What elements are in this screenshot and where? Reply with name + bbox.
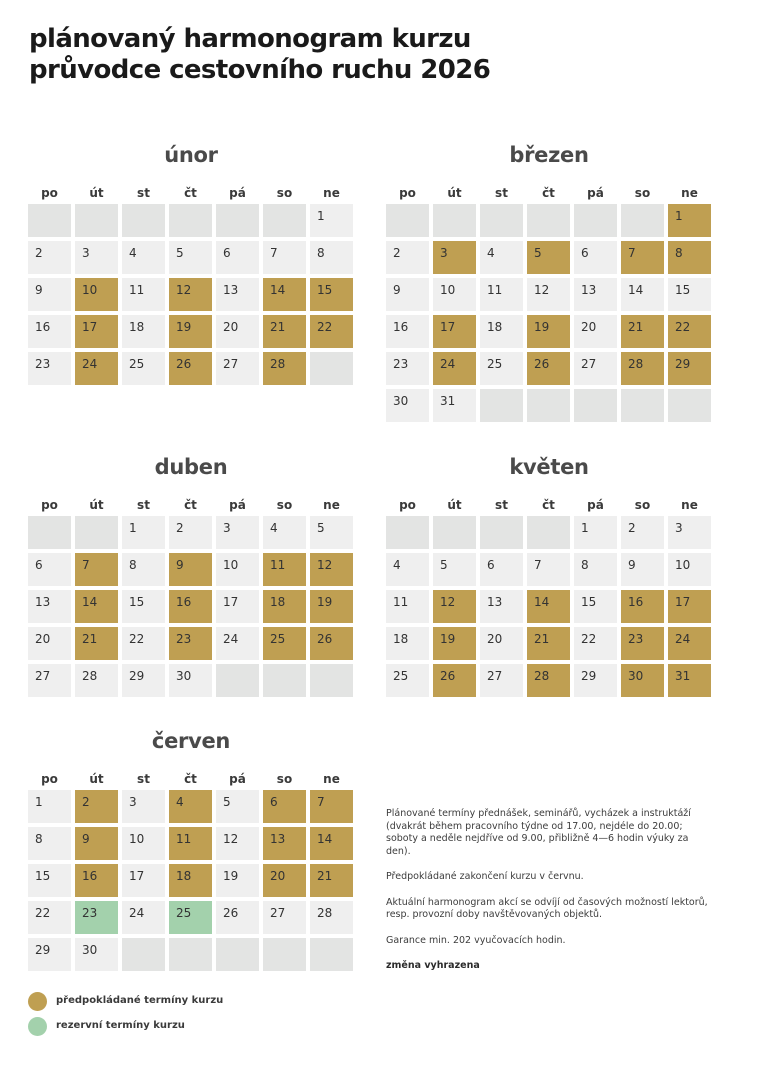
- day-cell: 28: [310, 901, 353, 934]
- day-cell-course: 18: [263, 590, 306, 623]
- day-cell-course: 1: [668, 204, 711, 237]
- day-cell: 29: [122, 664, 165, 697]
- day-cell: 6: [216, 241, 259, 274]
- day-cell-course: 3: [433, 241, 476, 274]
- day-cell: 4: [122, 241, 165, 274]
- day-cell: 6: [574, 241, 617, 274]
- month-title: duben: [154, 455, 228, 479]
- day-cell: 18: [480, 315, 523, 348]
- day-cell: 22: [28, 901, 71, 934]
- weekday-header: ne: [323, 186, 340, 200]
- day-cell: 31: [433, 389, 476, 422]
- weekday-header: st: [495, 498, 508, 512]
- weekday-header: čt: [542, 498, 555, 512]
- day-cell-course: 30: [621, 664, 664, 697]
- day-cell: 5: [433, 553, 476, 586]
- weekday-header: so: [634, 498, 651, 512]
- day-cell: 19: [216, 864, 259, 897]
- day-cell: 13: [28, 590, 71, 623]
- day-cell-course: 5: [527, 241, 570, 274]
- day-cell-course: 20: [263, 864, 306, 897]
- weekday-header: ne: [323, 772, 340, 786]
- title-line-2: průvodce cestovního ruchu 2026: [29, 55, 491, 85]
- day-cell: 28: [75, 664, 118, 697]
- day-cell: 20: [28, 627, 71, 660]
- empty-cell: [621, 389, 664, 422]
- day-cell-course: 19: [169, 315, 212, 348]
- day-cell-course: 6: [263, 790, 306, 823]
- day-cell: 3: [668, 516, 711, 549]
- day-cell-course: 26: [310, 627, 353, 660]
- day-cell: 13: [216, 278, 259, 311]
- day-cell: 11: [386, 590, 429, 623]
- day-cell-course: 12: [310, 553, 353, 586]
- day-cell: 1: [122, 516, 165, 549]
- day-cell: 7: [527, 553, 570, 586]
- page-title: [29, 24, 490, 86]
- day-cell: 15: [668, 278, 711, 311]
- day-cell: 30: [75, 938, 118, 971]
- weekday-header: út: [447, 498, 462, 512]
- day-cell: 15: [28, 864, 71, 897]
- day-cell: 4: [386, 553, 429, 586]
- day-cell: 12: [527, 278, 570, 311]
- day-cell: 26: [216, 901, 259, 934]
- day-cell: 29: [28, 938, 71, 971]
- weekday-header: út: [89, 772, 104, 786]
- day-cell-course: 2: [75, 790, 118, 823]
- empty-cell: [216, 938, 259, 971]
- day-cell: 8: [310, 241, 353, 274]
- empty-cell: [574, 389, 617, 422]
- day-cell-course: 19: [310, 590, 353, 623]
- day-cell-course: 7: [621, 241, 664, 274]
- empty-cell: [263, 938, 306, 971]
- day-cell: 9: [621, 553, 664, 586]
- day-cell-course: 11: [169, 827, 212, 860]
- day-cell: 20: [480, 627, 523, 660]
- day-cell-course: 17: [75, 315, 118, 348]
- empty-cell: [169, 938, 212, 971]
- day-cell: 30: [169, 664, 212, 697]
- empty-cell: [433, 204, 476, 237]
- day-cell: 20: [216, 315, 259, 348]
- day-cell-course: 17: [433, 315, 476, 348]
- empty-cell: [310, 352, 353, 385]
- empty-cell: [75, 204, 118, 237]
- day-cell: 27: [216, 352, 259, 385]
- empty-cell: [386, 516, 429, 549]
- day-cell-course: 15: [310, 278, 353, 311]
- day-cell-course: 21: [310, 864, 353, 897]
- empty-cell: [263, 664, 306, 697]
- day-cell: 15: [122, 590, 165, 623]
- day-cell: 15: [574, 590, 617, 623]
- day-cell-course: 8: [668, 241, 711, 274]
- month-title: březen: [509, 143, 589, 167]
- weekday-header: ne: [681, 186, 698, 200]
- day-cell: 18: [122, 315, 165, 348]
- day-cell-reserve: 25: [169, 901, 212, 934]
- day-cell-course: 29: [668, 352, 711, 385]
- day-cell-course: 17: [668, 590, 711, 623]
- day-cell-course: 14: [263, 278, 306, 311]
- day-cell-course: 25: [263, 627, 306, 660]
- day-cell-course: 31: [668, 664, 711, 697]
- weekday-header: ne: [681, 498, 698, 512]
- day-cell-course: 4: [169, 790, 212, 823]
- day-cell-course: 16: [621, 590, 664, 623]
- weekday-header: po: [399, 498, 416, 512]
- weekday-header: pá: [587, 498, 604, 512]
- day-cell: 30: [386, 389, 429, 422]
- day-cell: 11: [122, 278, 165, 311]
- weekday-header: so: [276, 772, 293, 786]
- weekday-header: so: [276, 498, 293, 512]
- day-cell: 10: [433, 278, 476, 311]
- day-cell-course: 19: [433, 627, 476, 660]
- day-cell-course: 22: [310, 315, 353, 348]
- empty-cell: [75, 516, 118, 549]
- legend-dot-course: [28, 992, 47, 1011]
- day-cell-course: 23: [621, 627, 664, 660]
- empty-cell: [527, 516, 570, 549]
- empty-cell: [574, 204, 617, 237]
- day-cell: 1: [310, 204, 353, 237]
- day-cell-course: 24: [433, 352, 476, 385]
- weekday-header: čt: [184, 498, 197, 512]
- day-cell-course: 23: [169, 627, 212, 660]
- schedule-notes: [386, 808, 716, 986]
- empty-cell: [480, 516, 523, 549]
- day-cell: 1: [28, 790, 71, 823]
- day-cell-course: 24: [75, 352, 118, 385]
- day-cell-course: 10: [75, 278, 118, 311]
- weekday-header: so: [634, 186, 651, 200]
- weekday-header: po: [41, 498, 58, 512]
- day-cell: 2: [169, 516, 212, 549]
- day-cell: 16: [386, 315, 429, 348]
- empty-cell: [216, 664, 259, 697]
- day-cell-course: 21: [263, 315, 306, 348]
- empty-cell: [668, 389, 711, 422]
- empty-cell: [216, 204, 259, 237]
- day-cell: 27: [574, 352, 617, 385]
- day-cell: 3: [216, 516, 259, 549]
- day-cell: 8: [122, 553, 165, 586]
- note-schedule-dependency: Aktuální harmonogram akcí se odvíjí od časových možností lektorů, resp. provozní doby navštěvovaných objektů.: [386, 896, 708, 920]
- day-cell: 1: [574, 516, 617, 549]
- day-cell: 9: [28, 278, 71, 311]
- weekday-header: st: [495, 186, 508, 200]
- weekday-header: čt: [184, 772, 197, 786]
- day-cell: 17: [216, 590, 259, 623]
- empty-cell: [527, 389, 570, 422]
- day-cell: 8: [574, 553, 617, 586]
- day-cell-course: 28: [527, 664, 570, 697]
- empty-cell: [122, 204, 165, 237]
- empty-cell: [263, 204, 306, 237]
- weekday-header: st: [137, 186, 150, 200]
- day-cell: 6: [480, 553, 523, 586]
- weekday-header: út: [89, 186, 104, 200]
- empty-cell: [169, 204, 212, 237]
- day-cell-course: 11: [263, 553, 306, 586]
- day-cell: 22: [574, 627, 617, 660]
- empty-cell: [386, 204, 429, 237]
- day-cell: 24: [216, 627, 259, 660]
- day-cell: 29: [574, 664, 617, 697]
- day-cell: 10: [216, 553, 259, 586]
- day-cell: 10: [122, 827, 165, 860]
- day-cell: 7: [263, 241, 306, 274]
- empty-cell: [122, 938, 165, 971]
- day-cell-course: 19: [527, 315, 570, 348]
- day-cell: 20: [574, 315, 617, 348]
- day-cell-course: 28: [263, 352, 306, 385]
- day-cell: 14: [621, 278, 664, 311]
- day-cell: 9: [386, 278, 429, 311]
- day-cell: 18: [386, 627, 429, 660]
- day-cell: 10: [668, 553, 711, 586]
- day-cell: 27: [263, 901, 306, 934]
- day-cell: 24: [122, 901, 165, 934]
- day-cell: 5: [216, 790, 259, 823]
- day-cell: 8: [28, 827, 71, 860]
- empty-cell: [480, 389, 523, 422]
- month-title: květen: [509, 455, 589, 479]
- empty-cell: [527, 204, 570, 237]
- legend-label: rezervní termíny kurzu: [56, 1020, 185, 1031]
- month-title: červen: [151, 729, 231, 753]
- empty-cell: [310, 664, 353, 697]
- weekday-header: st: [137, 772, 150, 786]
- day-cell: 17: [122, 864, 165, 897]
- day-cell: 13: [480, 590, 523, 623]
- day-cell: 11: [480, 278, 523, 311]
- day-cell-course: 7: [75, 553, 118, 586]
- day-cell: 6: [28, 553, 71, 586]
- day-cell: 13: [574, 278, 617, 311]
- day-cell-course: 16: [169, 590, 212, 623]
- day-cell-course: 9: [169, 553, 212, 586]
- day-cell-course: 16: [75, 864, 118, 897]
- day-cell: 16: [28, 315, 71, 348]
- note-subject-to-change: změna vyhrazena: [386, 960, 480, 971]
- legend-dot-reserve: [28, 1017, 47, 1036]
- day-cell: 23: [28, 352, 71, 385]
- day-cell-course: 9: [75, 827, 118, 860]
- day-cell: 25: [122, 352, 165, 385]
- empty-cell: [621, 204, 664, 237]
- day-cell-course: 12: [433, 590, 476, 623]
- day-cell: 23: [386, 352, 429, 385]
- weekday-header: pá: [587, 186, 604, 200]
- weekday-header: ne: [323, 498, 340, 512]
- weekday-header: st: [137, 498, 150, 512]
- weekday-header: pá: [229, 498, 246, 512]
- day-cell: 12: [216, 827, 259, 860]
- empty-cell: [480, 204, 523, 237]
- day-cell: 25: [480, 352, 523, 385]
- day-cell: 2: [28, 241, 71, 274]
- empty-cell: [310, 938, 353, 971]
- day-cell: 4: [263, 516, 306, 549]
- day-cell-course: 7: [310, 790, 353, 823]
- day-cell: 5: [310, 516, 353, 549]
- day-cell-course: 24: [668, 627, 711, 660]
- weekday-header: čt: [184, 186, 197, 200]
- weekday-header: pá: [229, 772, 246, 786]
- day-cell: 2: [621, 516, 664, 549]
- note-course-end: Předpokládané zakončení kurzu v červnu.: [386, 871, 584, 882]
- day-cell-course: 26: [169, 352, 212, 385]
- day-cell-course: 14: [75, 590, 118, 623]
- day-cell-course: 21: [621, 315, 664, 348]
- day-cell: 25: [386, 664, 429, 697]
- day-cell-course: 28: [621, 352, 664, 385]
- empty-cell: [28, 204, 71, 237]
- title-line-1: plánovaný harmonogram kurzu: [29, 24, 471, 54]
- day-cell: 27: [28, 664, 71, 697]
- day-cell-course: 13: [263, 827, 306, 860]
- day-cell-course: 18: [169, 864, 212, 897]
- empty-cell: [28, 516, 71, 549]
- day-cell-course: 21: [75, 627, 118, 660]
- day-cell-course: 21: [527, 627, 570, 660]
- weekday-header: út: [447, 186, 462, 200]
- day-cell-course: 12: [169, 278, 212, 311]
- weekday-header: čt: [542, 186, 555, 200]
- day-cell-reserve: 23: [75, 901, 118, 934]
- day-cell: 5: [169, 241, 212, 274]
- weekday-header: po: [399, 186, 416, 200]
- day-cell: 27: [480, 664, 523, 697]
- weekday-header: so: [276, 186, 293, 200]
- note-schedule-times: Plánované termíny přednášek, seminářů, vycházek a instruktáží (dvakrát během pracovního týdne od 17.00, nejdéle do 20.00; soboty a neděle nejdříve od 9.00, přibližně 4—6 hodin výuky za den).: [386, 808, 691, 857]
- month-title: únor: [164, 143, 218, 167]
- day-cell-course: 26: [433, 664, 476, 697]
- legend-label: předpokládané termíny kurzu: [56, 995, 224, 1006]
- weekday-header: út: [89, 498, 104, 512]
- empty-cell: [433, 516, 476, 549]
- day-cell: 2: [386, 241, 429, 274]
- weekday-header: pá: [229, 186, 246, 200]
- day-cell: 22: [122, 627, 165, 660]
- note-guaranteed-hours: Garance min. 202 vyučovacích hodin.: [386, 934, 566, 946]
- weekday-header: po: [41, 186, 58, 200]
- day-cell-course: 14: [310, 827, 353, 860]
- weekday-header: po: [41, 772, 58, 786]
- day-cell: 4: [480, 241, 523, 274]
- day-cell-course: 26: [527, 352, 570, 385]
- day-cell: 3: [122, 790, 165, 823]
- day-cell: 3: [75, 241, 118, 274]
- day-cell-course: 14: [527, 590, 570, 623]
- day-cell-course: 22: [668, 315, 711, 348]
